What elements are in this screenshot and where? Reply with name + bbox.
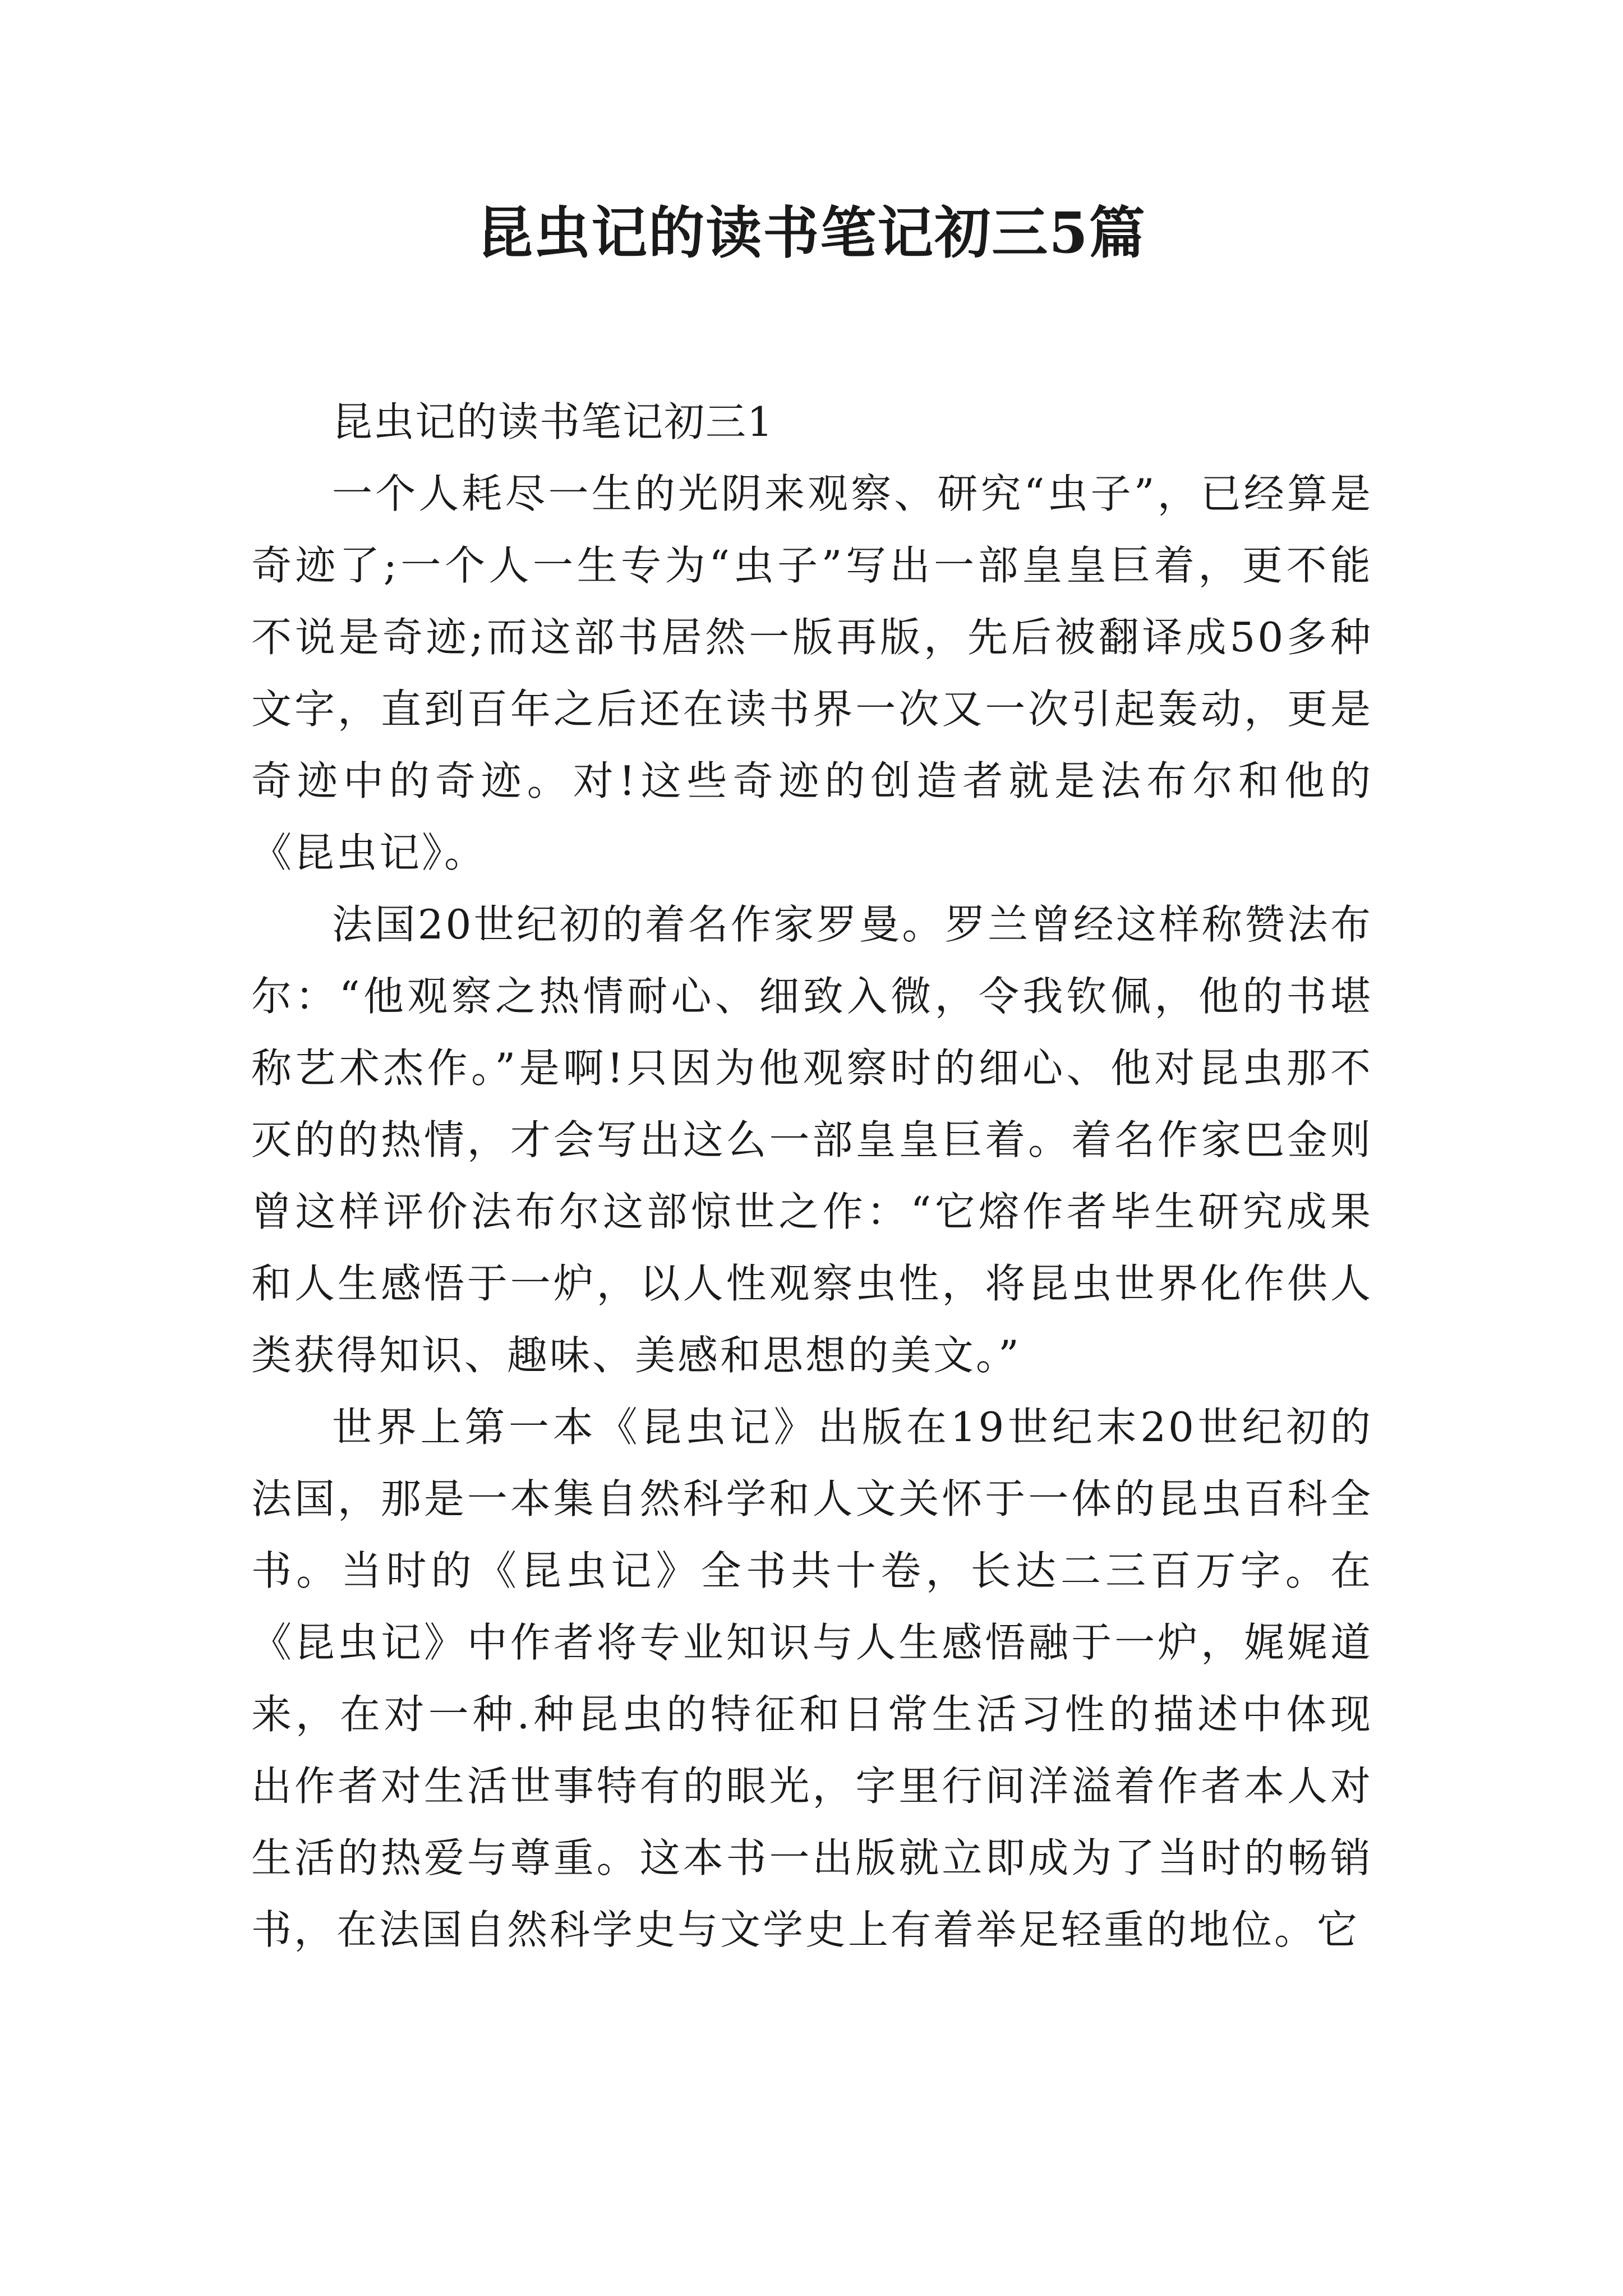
paragraph: 法国20世纪初的着名作家罗曼。罗兰曾经这样称赞法布尔：“他观察之热情耐心、细致入微，令我钦佩，他的书堪称艺术杰作。”是啊!只因为他观察时的细心、他对昆虫那不灭的的热情，才会写出这么一部皇皇巨着。着名作家巴金则曾这样评价法布尔这部惊世之作：“它熔作者毕生研究成果和人生感悟于一炉，以人性观察虫性，将昆虫世界化作供人类获得知识、趣味、美感和思想的美文。” <box>251 901 1373 1379</box>
document-body <box>251 386 1373 1966</box>
section-heading: 昆虫记的读书笔记初三1 <box>332 398 774 445</box>
document-title: 昆虫记的读书笔记初三5篇 <box>477 200 1146 266</box>
paragraph: 一个人耗尽一生的光阴来观察、研究“虫子”，已经算是奇迹了;一个人一生专为“虫子”写出一部皇皇巨着，更不能不说是奇迹;而这部书居然一版再版，先后被翻译成50多种文字，直到百年之后还在读书界一次又一次引起轰动，更是奇迹中的奇迹。对!这些奇迹的创造者就是法布尔和他的《昆虫记》。 <box>251 470 1373 876</box>
paragraph: 世界上第一本《昆虫记》出版在19世纪末20世纪初的法国，那是一本集自然科学和人文关怀于一体的昆虫百科全书。当时的《昆虫记》全书共十卷，长达二三百万字。在《昆虫记》中作者将专业知识与人生感悟融于一炉，娓娓道来，在对一种.种昆虫的特征和日常生活习性的描述中体现出作者对生活世事特有的眼光，字里行间洋溢着作者本人对生活的热爱与尊重。这本书一出版就立即成为了当时的畅销书，在法国自然科学史与文学史上有着举足轻重的地位。它 <box>251 1404 1373 1953</box>
